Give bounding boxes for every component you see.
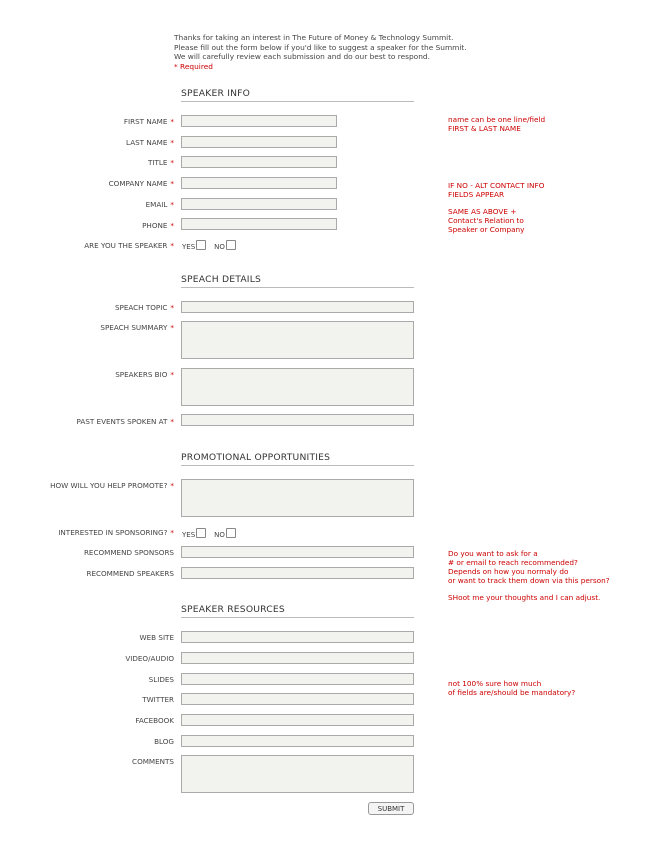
phone-input[interactable] bbox=[181, 218, 337, 230]
required-star: * bbox=[170, 370, 174, 379]
speakers-bio-textarea[interactable] bbox=[181, 368, 414, 406]
required-star: * bbox=[170, 528, 174, 537]
no-checkbox[interactable] bbox=[226, 240, 236, 250]
intro-line-1: Thanks for taking an interest in The Future of Money & Technology Summit. bbox=[174, 33, 454, 42]
required-star: * bbox=[170, 323, 174, 332]
no-checkbox[interactable] bbox=[226, 528, 236, 538]
speach-summary-textarea[interactable] bbox=[181, 321, 414, 359]
required-star: * bbox=[170, 200, 174, 209]
company-name-label: COMPANY NAME * bbox=[108, 179, 174, 188]
last-name-input[interactable] bbox=[181, 136, 337, 148]
twitter-label: TWITTER bbox=[142, 695, 174, 704]
required-star: * bbox=[170, 221, 174, 230]
recommend-sponsors-label: RECOMMEND SPONSORS bbox=[83, 548, 174, 557]
required-star: * bbox=[170, 158, 174, 167]
twitter-input[interactable] bbox=[181, 693, 414, 705]
speakers-bio-label: SPEAKERS BIO * bbox=[115, 370, 174, 379]
help-promote-textarea[interactable] bbox=[181, 479, 414, 517]
required-star: * bbox=[170, 117, 174, 126]
speach-topic-input[interactable] bbox=[181, 301, 414, 313]
slides-label: SLIDES bbox=[148, 675, 174, 684]
note-same-as-above: SAME AS ABOVE + Contact's Relation to Speaker or Company bbox=[448, 207, 525, 234]
intro-line-2: Please fill out the form below if you'd like to suggest a speaker for the Summit. bbox=[174, 42, 467, 52]
section-speaker-resources: SPEAKER RESOURCES bbox=[181, 604, 414, 618]
speach-summary-label: SPEACH SUMMARY * bbox=[100, 323, 174, 332]
company-name-input[interactable] bbox=[181, 177, 337, 189]
sponsoring-options bbox=[182, 528, 244, 539]
web-site-label: WEB SITE bbox=[139, 633, 174, 642]
intro-text bbox=[174, 33, 467, 71]
facebook-label: FACEBOOK bbox=[135, 716, 174, 725]
required-star: * bbox=[170, 179, 174, 188]
title-label: TITLE * bbox=[147, 158, 174, 167]
yes-checkbox[interactable] bbox=[196, 240, 206, 250]
required-star: * bbox=[170, 417, 174, 426]
are-you-speaker-label: ARE YOU THE SPEAKER * bbox=[84, 241, 174, 250]
required-star: * bbox=[170, 241, 174, 250]
email-input[interactable] bbox=[181, 198, 337, 210]
yes-label: YES bbox=[182, 243, 196, 251]
help-promote-label: HOW WILL YOU HELP PROMOTE? * bbox=[50, 481, 174, 490]
note-recommend: Do you want to ask for a # or email to reach recommended? Depends on how you normaly do or want to track them down via this person? SHoot me your thoughts and I can adjust. bbox=[448, 549, 610, 602]
slides-input[interactable] bbox=[181, 673, 414, 685]
required-star: * bbox=[170, 303, 174, 312]
blog-label: BLOG bbox=[154, 737, 174, 746]
note-mandatory: not 100% sure how much of fields are/should be mandatory? bbox=[448, 679, 576, 697]
recommend-speakers-label: RECOMMEND SPEAKERS bbox=[86, 569, 174, 578]
facebook-input[interactable] bbox=[181, 714, 414, 726]
video-audio-input[interactable] bbox=[181, 652, 414, 664]
yes-checkbox[interactable] bbox=[196, 528, 206, 538]
yes-label: YES bbox=[182, 531, 196, 539]
comments-textarea[interactable] bbox=[181, 755, 414, 793]
first-name-input[interactable] bbox=[181, 115, 337, 127]
title-input[interactable] bbox=[181, 156, 337, 168]
video-audio-label: VIDEO/AUDIO bbox=[125, 654, 174, 663]
speach-topic-label: SPEACH TOPIC * bbox=[114, 303, 174, 312]
web-site-input[interactable] bbox=[181, 631, 414, 643]
submit-button[interactable]: SUBMIT bbox=[368, 802, 414, 815]
phone-label: PHONE * bbox=[142, 221, 174, 230]
note-name-fields: name can be one line/field FIRST & LAST NAME bbox=[448, 115, 546, 133]
section-promotional: PROMOTIONAL OPPORTUNITIES bbox=[181, 452, 414, 466]
first-name-label: FIRST NAME * bbox=[123, 117, 174, 126]
last-name-label: LAST NAME * bbox=[126, 138, 174, 147]
comments-label: COMMENTS bbox=[132, 757, 174, 766]
section-speaker-info: SPEAKER INFO bbox=[181, 88, 414, 102]
note-alt-contact: IF NO - ALT CONTACT INFO FIELDS APPEAR bbox=[448, 181, 545, 199]
intro-line-3: We will carefully review each submission and do our best to respond. bbox=[174, 52, 430, 62]
no-label: NO bbox=[214, 531, 225, 539]
blog-input[interactable] bbox=[181, 735, 414, 747]
email-label: EMAIL * bbox=[145, 200, 174, 209]
sponsoring-label: INTERESTED IN SPONSORING? * bbox=[58, 528, 174, 537]
past-events-input[interactable] bbox=[181, 414, 414, 426]
required-note: * Required bbox=[174, 61, 213, 71]
recommend-sponsors-input[interactable] bbox=[181, 546, 414, 558]
are-you-speaker-options bbox=[182, 240, 244, 251]
recommend-speakers-input[interactable] bbox=[181, 567, 414, 579]
no-label: NO bbox=[214, 243, 225, 251]
section-speach-details: SPEACH DETAILS bbox=[181, 274, 414, 288]
required-star: * bbox=[170, 481, 174, 490]
required-star: * bbox=[170, 138, 174, 147]
past-events-label: PAST EVENTS SPOKEN AT * bbox=[76, 417, 174, 426]
